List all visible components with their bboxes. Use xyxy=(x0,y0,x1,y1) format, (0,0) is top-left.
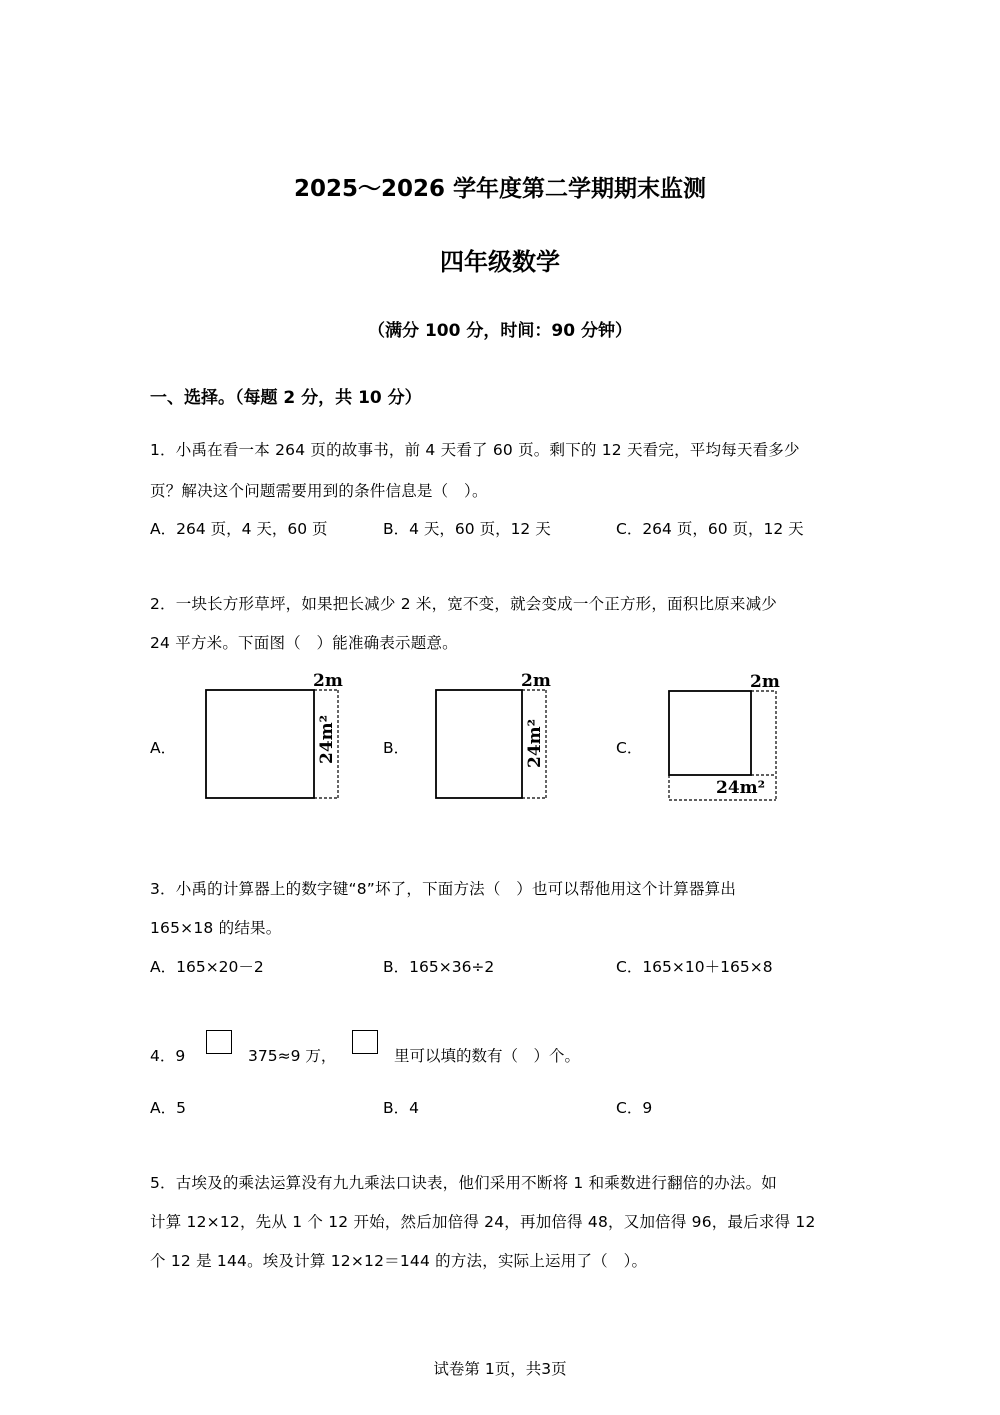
q4-part2: 375≈9 万， xyxy=(248,1047,337,1065)
q2-option-a-label: A． xyxy=(150,739,177,757)
q3-option-c: C．165×10＋165×8 xyxy=(616,958,773,976)
q2-figure-c-area-label: 24m² xyxy=(716,778,766,798)
q2-figure-c-width-label: 2m xyxy=(750,672,780,692)
q5-line1: 5．古埃及的乘法运算没有九九乘法口诀表，他们采用不断将 1 和乘数进行翻倍的办法。如 xyxy=(150,1174,777,1192)
q2-figure-b-width-label: 2m xyxy=(521,671,551,691)
q2-figure-b-area-label: 24m² xyxy=(525,718,545,768)
q1-option-b: B．4 天，60 页，12 天 xyxy=(383,520,551,538)
section-heading: 一、选择。（每题 2 分，共 10 分） xyxy=(150,388,422,408)
q4-blank-box-1[interactable] xyxy=(206,1030,232,1054)
q1-line2: 页？解决这个问题需要用到的条件信息是（ ）。 xyxy=(150,482,488,500)
q4-option-c: C．9 xyxy=(616,1099,653,1117)
q1-option-a: A．264 页，4 天，60 页 xyxy=(150,520,328,538)
exam-info: （满分 100 分，时间：90 分钟） xyxy=(368,321,632,341)
q2-line2: 24 平方米。下面图（ ）能准确表示题意。 xyxy=(150,634,458,652)
q3-option-a: A．165×20－2 xyxy=(150,958,264,976)
q3-line2: 165×18 的结果。 xyxy=(150,919,282,937)
q2-option-c-label: C． xyxy=(616,739,643,757)
q4-blank-box-2[interactable] xyxy=(352,1030,378,1054)
q2-option-b-label: B． xyxy=(383,739,410,757)
q4-option-b: B．4 xyxy=(383,1099,419,1117)
q5-line2: 计算 12×12，先从 1 个 12 开始，然后加倍得 24，再加倍得 48，又加倍得 96，最后求得 12 xyxy=(150,1213,816,1231)
q2-figure-c xyxy=(662,668,812,808)
q3-option-b: B．165×36÷2 xyxy=(383,958,495,976)
q5-line3: 个 12 是 144。埃及计算 12×12＝144 的方法，实际上运用了（ ）。 xyxy=(150,1252,648,1270)
q2-figure-a-area-label: 24m² xyxy=(317,714,337,764)
q4-part1: 4．9 xyxy=(150,1047,186,1065)
q1-line1: 1．小禹在看一本 264 页的故事书，前 4 天看了 60 页。剩下的 12 天看完，平均每天看多少 xyxy=(150,441,800,459)
q2-figure-a-width-label: 2m xyxy=(313,671,343,691)
q2-figure-b xyxy=(430,668,580,808)
q3-line1: 3．小禹的计算器上的数字键“8”坏了，下面方法（ ）也可以帮他用这个计算器算出 xyxy=(150,880,737,898)
q2-line1: 2．一块长方形草坪，如果把长减少 2 米，宽不变，就会变成一个正方形，面积比原来减少 xyxy=(150,595,777,613)
q1-option-c: C．264 页，60 页，12 天 xyxy=(616,520,804,538)
page-footer: 试卷第 1页，共3页 xyxy=(433,1360,567,1378)
exam-title: 2025～2026 学年度第二学期期末监测 xyxy=(293,176,707,202)
q4-part3: 里可以填的数有（ ）个。 xyxy=(394,1047,581,1065)
exam-subject: 四年级数学 xyxy=(440,248,560,276)
q4-option-a: A．5 xyxy=(150,1099,186,1117)
q2-figure-a xyxy=(200,668,350,808)
